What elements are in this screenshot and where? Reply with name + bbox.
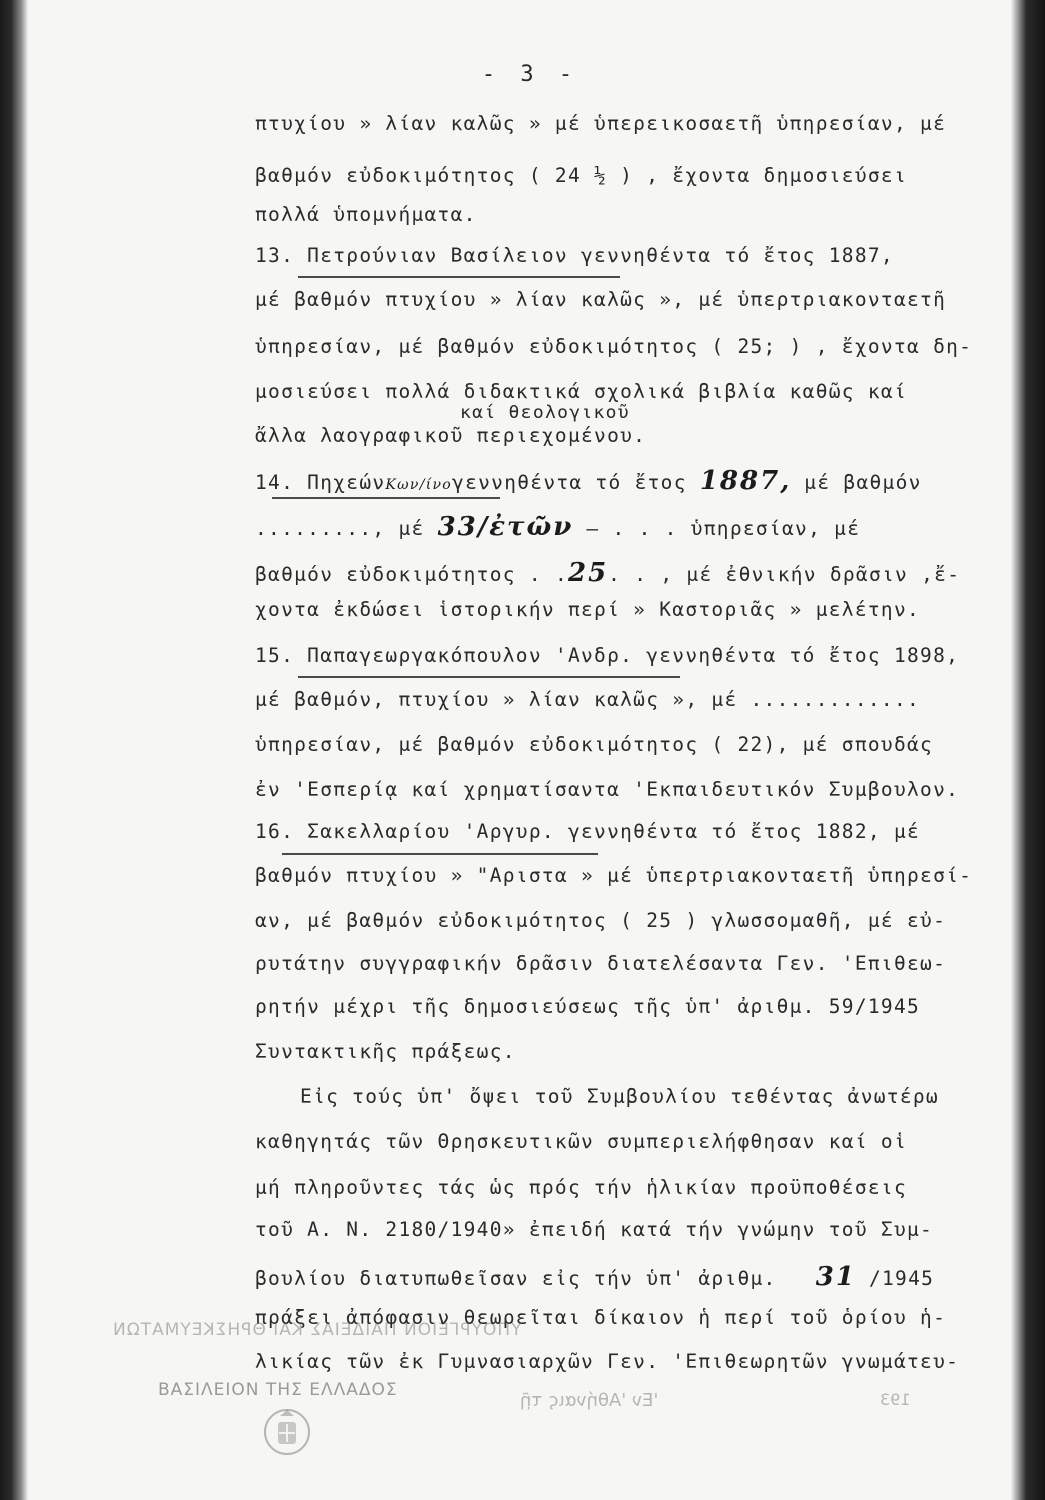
- item-14-line-2-rest: — . . . ὑπηρεσίαν, μέ: [586, 517, 861, 540]
- item-16-heading: 16. Σακελλαρίου 'Αργυρ. γεννηθέντα τό ἔτος 1882, μέ: [255, 820, 921, 843]
- text-fragment: βαθμόν εὐδοκιμότητος: [255, 563, 516, 586]
- bleed-through-kingdom: ΒΑΣΙΛΕΙΟΝ ΤΗΣ ΕΛΛΑΔΟΣ: [158, 1380, 398, 1400]
- item-14-heading: [255, 466, 1000, 496]
- handwritten-year: 1887,: [699, 466, 792, 496]
- text-line: μοσιεύσει πολλά διδακτικά σχολικά βιβλία καθῶς καί: [255, 380, 907, 403]
- coat-of-arms-seal-icon: [258, 1402, 316, 1460]
- item-14-line-3: [255, 558, 1000, 588]
- handwritten-grade: 25: [567, 558, 609, 588]
- text-line: ρητήν μέχρι τῆς δημοσιεύσεως τῆς ὑπ' ἀριθμ. 59/1945: [255, 995, 921, 1018]
- dotted-blank: . .: [528, 563, 568, 586]
- typed-insertion: καί θεολογικοῦ: [460, 402, 630, 423]
- text-line: ρυτάτην συγγραφικήν δρᾶσιν διατελέσαντα Γεν. 'Επιθεω-: [255, 952, 947, 975]
- text-line: βαθμόν πτυχίου » "Αριστα » μέ ὑπερτριακονταετῆ ὑπηρεσί-: [255, 864, 973, 887]
- item-14-line-3-rest: . . , μέ ἐθνικήν δρᾶσιν ,ἔ-: [608, 563, 961, 586]
- text-line: τοῦ Α. Ν. 2180/1940» ἐπειδή κατά τήν γνώμην τοῦ Συμ-: [255, 1218, 934, 1241]
- page-number: - 3 -: [481, 62, 579, 87]
- paragraph-first-line: Εἰς τούς ὑπ' ὄψει τοῦ Συμβουλίου τεθέντας ἀνωτέρω: [300, 1085, 939, 1108]
- text-line: Συντακτικῆς πράξεως.: [255, 1040, 516, 1063]
- bleed-through-ministry: ΥΠΟΥΡΓΕΙΟΝ ΠΑΙΔΕΙΑΣ ΚΑΙ ΘΡΗΣΚΕΥΜΑΤΩΝ: [112, 1320, 522, 1340]
- item-14-middle: γεννηθέντα τό ἔτος: [452, 471, 687, 494]
- act-year: /1945: [868, 1267, 935, 1290]
- name-underline: [272, 497, 500, 499]
- act-reference-line: [255, 1262, 1000, 1292]
- handwritten-first-name: Κων/ίνο: [385, 477, 453, 493]
- text-line: ἄλλα λαογραφικοῦ περιεχομένου.: [255, 424, 647, 447]
- name-underline: [298, 276, 620, 278]
- item-14-line-2: [255, 512, 1000, 542]
- handwritten-act-number: 31: [815, 1262, 856, 1292]
- text-line: χοντα ἐκδώσει ἱστορικήν περί » Καστοριᾶς » μελέτην.: [255, 598, 921, 621]
- name-underline: [298, 676, 680, 678]
- bleed-through-date-line: 'Εν 'Αθήναις τῇ: [520, 1390, 659, 1411]
- text-line: λικίας τῶν ἐκ Γυμνασιαρχῶν Γεν. 'Επιθεωρητῶν γνωμάτευ-: [255, 1350, 960, 1373]
- text-line: ἐν 'Εσπερίᾳ καί χρηματίσαντα 'Εκπαιδευτικόν Συμβουλον.: [255, 778, 960, 801]
- dotted-blank: ........., μέ: [255, 517, 425, 540]
- text-line: μέ βαθμόν πτυχίου » λίαν καλῶς », μέ ὑπερτριακονταετῆ: [255, 288, 947, 311]
- name-underline: [282, 853, 598, 855]
- text-line: ὑπηρεσίαν, μέ βαθμόν εὐδοκιμότητος ( 25; ) , ἔχοντα δη-: [255, 335, 973, 358]
- text-line: καθηγητάς τῶν Θρησκευτικῶν συμπεριελήφθησαν καί οἱ: [255, 1130, 907, 1153]
- text-line: αν, μέ βαθμόν εὐδοκιμότητος ( 25 ) γλωσσομαθῆ, μέ εὐ-: [255, 909, 947, 932]
- item-14-suffix: μέ βαθμόν: [804, 471, 922, 494]
- handwritten-years-of-service: 33/ἐτῶν: [437, 512, 574, 542]
- text-line: πολλά ὑπομνήματα.: [255, 203, 477, 226]
- text-line: μή πληροῦντες τάς ὡς πρός τήν ἡλικίαν προϋποθέσεις: [255, 1176, 907, 1199]
- scan-left-edge: [0, 0, 28, 1500]
- text-line: πτυχίου » λίαν καλῶς » μέ ὑπερεικοσαετῆ ὑπηρεσίαν, μέ: [255, 112, 947, 135]
- bleed-through-year: 193: [880, 1390, 911, 1409]
- item-13-heading: 13. Πετρούνιαν Βασίλειον γεννηθέντα τό ἔτος 1887,: [255, 244, 894, 267]
- text-fragment: βουλίου διατυπωθεῖσαν εἰς τήν ὑπ' ἀριθμ.: [255, 1267, 777, 1290]
- scan-right-edge: [1011, 0, 1045, 1500]
- item-14-prefix: 14. Πηχεών: [255, 471, 386, 494]
- text-line: πράξει ἀπόφασιν θεωρεῖται δίκαιον ἡ περί τοῦ ὁρίου ἡ-: [255, 1306, 947, 1329]
- text-line: μέ βαθμόν, πτυχίου » λίαν καλῶς », μέ .............: [255, 688, 921, 711]
- item-15-heading: 15. Παπαγεωργακόπουλον 'Ανδρ. γεννηθέντα τό ἔτος 1898,: [255, 644, 960, 667]
- text-line: βαθμόν εὐδοκιμότητος ( 24 ½ ) , ἔχοντα δημοσιεύσει: [255, 164, 907, 187]
- text-line: ὑπηρεσίαν, μέ βαθμόν εὐδοκιμότητος ( 22), μέ σπουδάς: [255, 733, 934, 756]
